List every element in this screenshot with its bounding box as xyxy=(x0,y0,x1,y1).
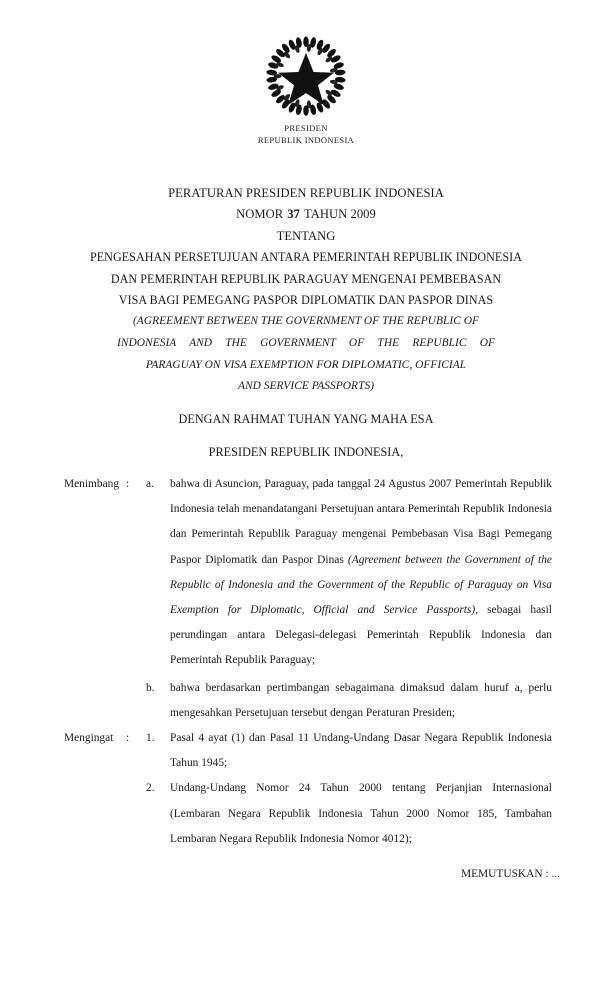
subject-line-3: VISA BAGI PEMEGANG PASPOR DIPLOMATIK DAN PASPOR DINAS xyxy=(118,293,494,308)
letterhead-caption-line2: REPUBLIK INDONESIA xyxy=(257,134,355,145)
mengingat-label: Mengingat xyxy=(64,732,114,745)
mengingat-colon: : xyxy=(126,732,130,745)
english-title-line-1: (AGREEMENT BETWEEN THE GOVERNMENT OF THE REPUBLIC OF xyxy=(132,315,480,328)
clause-row xyxy=(0,726,612,776)
letterhead xyxy=(0,34,612,146)
president-line: PRESIDEN REPUBLIK INDONESIA, xyxy=(208,444,404,459)
menimbang-label: Menimbang xyxy=(64,478,120,490)
clause-text-part1: Undang-Undang Nomor 24 Tahun 2000 tentang Perjanjian Internasional (Lembaran Negara Republik Indonesia Tahun 2000 Nomor 185, Tambahan Lembaran Negara Republik Indonesia Nomor 4012); xyxy=(170,782,552,845)
nomor-value: 37 xyxy=(287,207,300,222)
clause-row xyxy=(0,776,612,852)
clause-text-part1: bahwa berdasarkan pertimbangan sebagaimana dimaksud dalam huruf a, perlu mengesahkan Persetujuan tersebut dengan Peraturan Presiden; xyxy=(170,681,552,719)
clause-text xyxy=(170,726,552,776)
english-title-line-4: AND SERVICE PASSPORTS) xyxy=(237,380,375,393)
letterhead-caption-line1: PRESIDEN xyxy=(284,123,328,133)
subject-line-1: PENGESAHAN PERSETUJUAN ANTARA PEMERINTAH REPUBLIK INDONESIA xyxy=(89,250,523,265)
english-title-line-3: PARAGUAY ON VISA EXEMPTION FOR DIPLOMATIC, OFFICIAL xyxy=(145,358,467,371)
clause-text-part1: Pasal 4 ayat (1) dan Pasal 11 Undang-Undang Dasar Negara Republik Indonesia Tahun 1945; xyxy=(170,732,552,770)
memutuskan-line: MEMUTUSKAN : ... xyxy=(460,868,560,880)
clause-marker: 2. xyxy=(146,782,155,795)
clause-marker: a. xyxy=(146,478,154,490)
menimbang-colon: : xyxy=(126,478,130,490)
english-title-line-2: INDONESIA AND THE GOVERNMENT OF THE REPUBLIC OF xyxy=(117,337,495,350)
clause-section xyxy=(0,472,612,852)
subject-line-2: DAN PEMERINTAH REPUBLIK PARAGUAY MENGENAI PEMBEBASAN xyxy=(110,271,502,286)
clause-text xyxy=(170,776,552,852)
regulation-number-line xyxy=(56,204,556,225)
motto-line: DENGAN RAHMAT TUHAN YANG MAHA ESA xyxy=(178,411,434,426)
nomor-word: NOMOR xyxy=(236,207,284,222)
clause-text xyxy=(170,676,552,726)
clause-marker: 1. xyxy=(146,732,155,745)
clause-row xyxy=(0,472,612,674)
regulation-heading: PERATURAN PRESIDEN REPUBLIK INDONESIA xyxy=(168,186,444,200)
clause-row xyxy=(0,676,612,726)
clause-text-italic: (Agreement between the Government of the Republic of Indonesia and the Government of the Republic of Paraguay on Visa Exemption for Diplomatic, Official and Service Passports) xyxy=(170,553,552,617)
letterhead-caption xyxy=(0,123,612,146)
clause-marker: b. xyxy=(146,681,155,694)
tahun-text: TAHUN 2009 xyxy=(303,207,376,222)
clause-text xyxy=(170,472,552,674)
clause-text-part2: , sebagai hasil perundingan antara Delegasi-delegasi Pemerintah Republik Indonesia dan Pemerintah Republik Paraguay; xyxy=(170,604,552,667)
clause-text-part1: bahwa di Asuncion, Paraguay, pada tanggal 24 Agustus 2007 Pemerintah Republik Indonesia telah menandatangani Persetujuan antara Pemerintah Republik Indonesia dan Pemerintah Republik Paraguay mengenai Pembebasan Visa Bagi Pemegang Paspor Diplomatik dan Paspor Dinas xyxy=(170,478,552,566)
tentang-label: TENTANG xyxy=(276,228,336,243)
indonesian-presidential-seal-icon xyxy=(263,34,349,120)
title-block xyxy=(56,183,556,463)
